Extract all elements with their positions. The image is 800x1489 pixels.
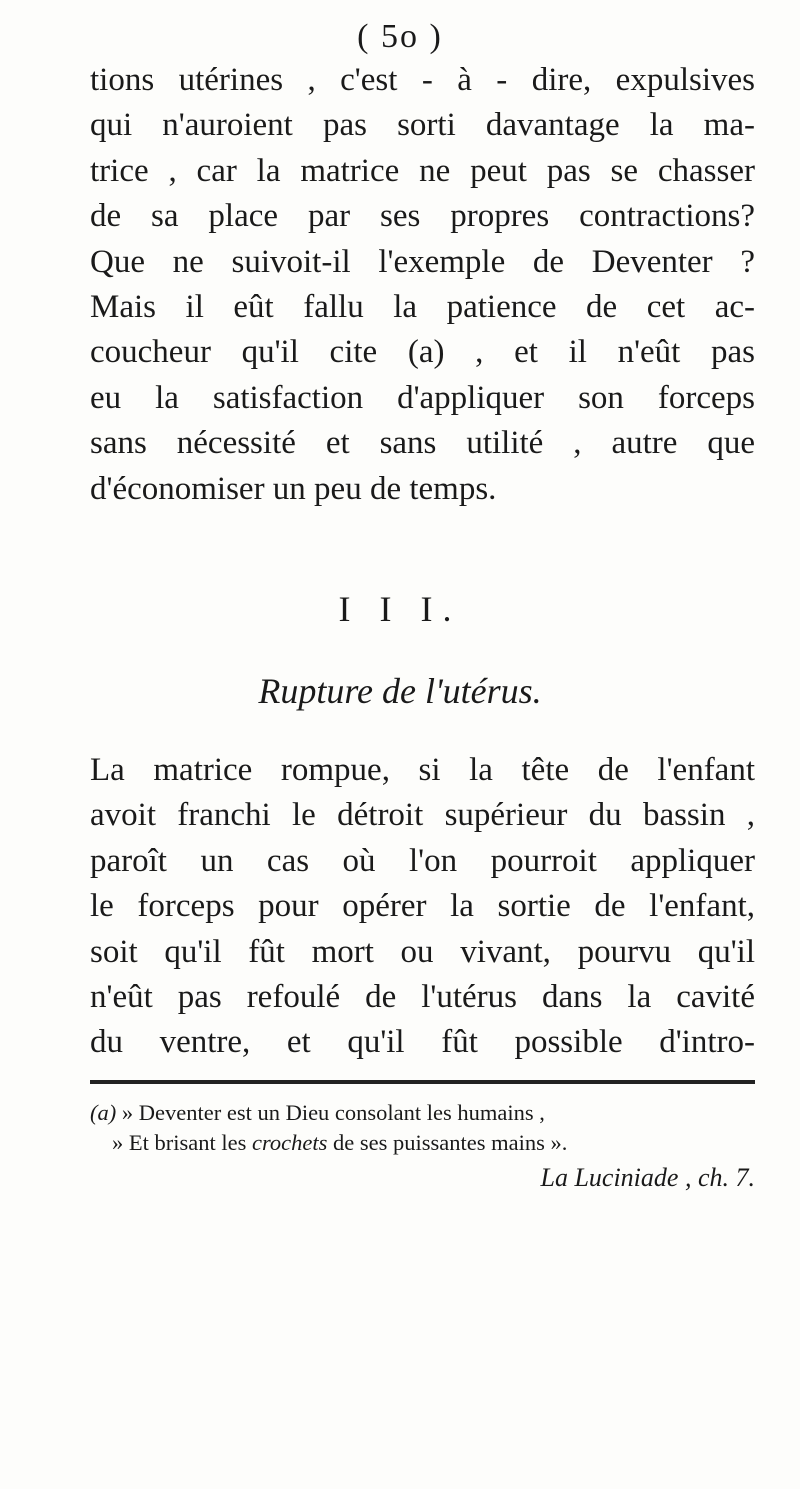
text-line: de sa place par ses propres contractions? [90,198,755,235]
paragraph-rupture [90,748,755,1066]
footnote-text: » Deventer est un Dieu consolant les humains , [121,1100,545,1125]
section-title: Rupture de l'utérus. [258,671,542,711]
text-line: La matrice rompue, si la tête de l'enfant [90,752,755,788]
text-line: qui n'auroient pas sorti davantage la ma- [90,107,755,144]
text-line: avoit franchi le détroit supérieur du bassin , [90,797,755,834]
text-line: paroît un cas où l'on pourroit appliquer [90,842,755,879]
footnote-source [90,1163,755,1193]
text-line [90,58,755,103]
footnote-line [90,1098,755,1128]
text-line: n'eût pas refoulé de l'utérus dans la cavité [90,979,755,1016]
page-number: ( 5o ) [357,18,443,55]
footnote-text: » Et brisant les [112,1130,252,1155]
text-line: coucheur qu'il cite (a) , et il n'eût pas [90,334,755,371]
section-number: I I I. [338,589,462,629]
paragraph-continuation [90,58,755,512]
footnote-italic-word: crochets [251,1130,328,1155]
footnote-source-title: La Luciniade [540,1163,679,1192]
footnote-divider [90,1080,755,1084]
text-line: soit qu'il fût mort ou vivant, pourvu qu'il [90,933,755,970]
text-line: Que ne suivoit-il l'exemple de Deventer ? [90,243,755,280]
text-line: sans nécessité et sans utilité , autre que [90,425,755,462]
footnote-line [112,1128,777,1158]
text-line: du ventre, et qu'il fût possible d'intro- [90,1024,755,1061]
footnote-marker: (a) [90,1100,117,1125]
text-line: d'économiser un peu de temps. [90,470,497,507]
text-line: le forceps pour opérer la sortie de l'enfant, [90,888,755,925]
footnote-source-ref: , ch. 7. [678,1163,755,1192]
text-line: eu la satisfaction d'appliquer son forceps [90,379,755,416]
text-line-content: tions utérines , c'est - à - dire, expulsives [90,62,755,98]
text-line: trice , car la matrice ne peut pas se chasser [90,152,755,189]
text-line: Mais il eût fallu la patience de cet ac- [90,289,755,326]
footnote-text: de ses puissantes mains ». [327,1130,568,1155]
